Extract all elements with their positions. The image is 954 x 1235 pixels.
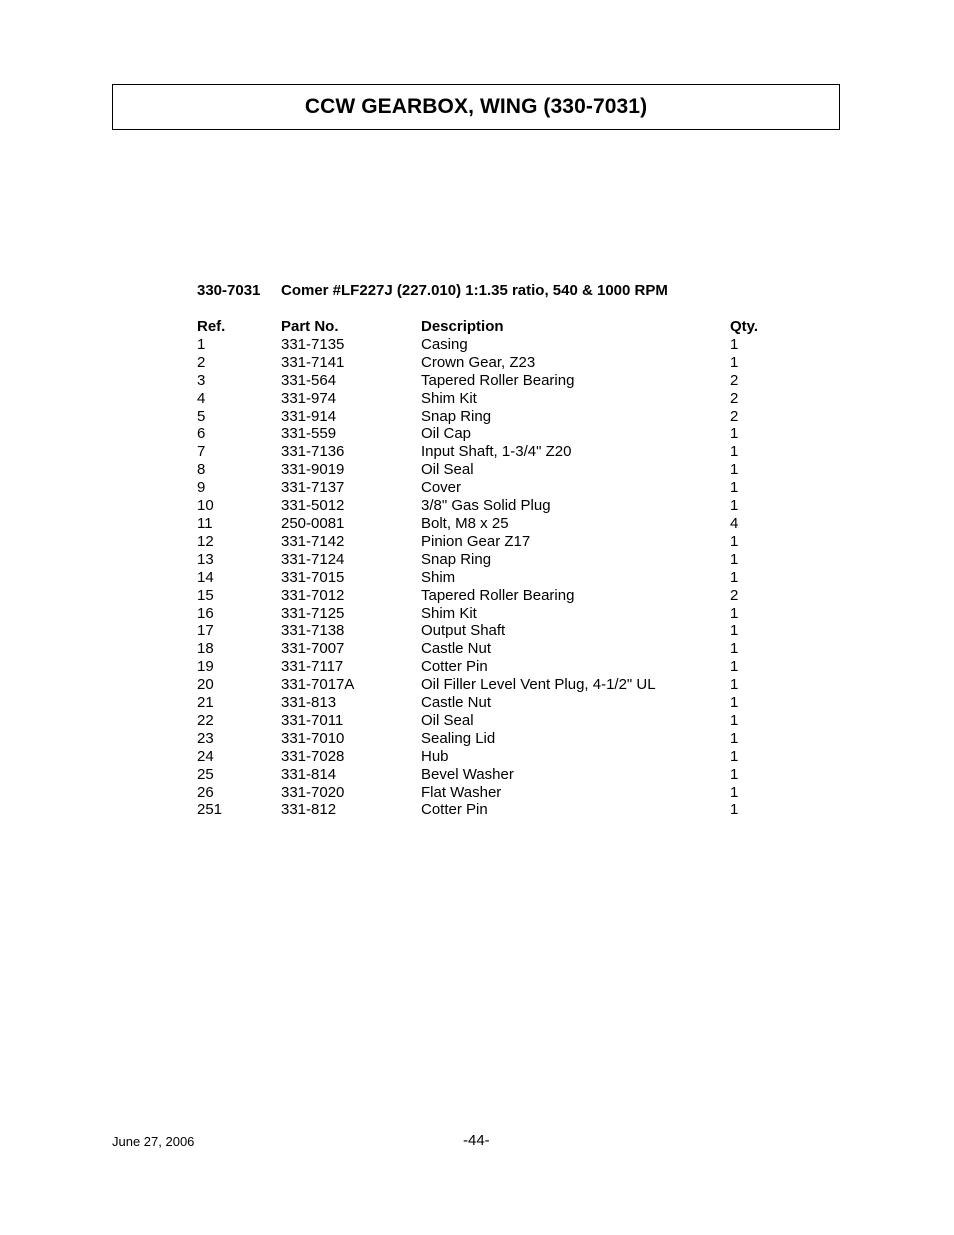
table-row bbox=[197, 587, 770, 605]
table-row bbox=[197, 605, 770, 623]
cell-qty: 1 bbox=[730, 783, 739, 801]
cell-ref: 5 bbox=[197, 407, 206, 425]
footer-date: June 27, 2006 bbox=[112, 1134, 195, 1149]
cell-part-no: 331-7142 bbox=[281, 532, 345, 550]
cell-description: Bolt, M8 x 25 bbox=[421, 514, 509, 532]
model-line bbox=[197, 282, 668, 299]
cell-ref: 8 bbox=[197, 461, 206, 479]
cell-part-no: 331-7028 bbox=[281, 747, 345, 765]
table-row bbox=[197, 658, 770, 676]
cell-ref: 24 bbox=[197, 747, 214, 765]
cell-ref: 25 bbox=[197, 765, 214, 783]
cell-part-no: 331-7010 bbox=[281, 729, 345, 747]
cell-description: Cover bbox=[421, 479, 462, 497]
cell-part-no: 331-5012 bbox=[281, 497, 345, 515]
cell-qty: 1 bbox=[730, 676, 739, 694]
cell-description: Casing bbox=[421, 335, 468, 353]
table-row bbox=[197, 730, 770, 748]
table-row bbox=[197, 497, 770, 515]
table-row bbox=[197, 372, 770, 390]
cell-qty: 1 bbox=[730, 640, 739, 658]
cell-part-no: 331-7012 bbox=[281, 586, 345, 604]
column-header-qty: Qty. bbox=[730, 318, 759, 335]
cell-part-no: 331-7136 bbox=[281, 443, 345, 461]
cell-qty: 1 bbox=[730, 801, 739, 819]
cell-part-no: 331-7011 bbox=[281, 711, 344, 729]
cell-part-no: 331-814 bbox=[281, 765, 337, 783]
cell-part-no: 331-7141 bbox=[281, 353, 345, 371]
cell-description: Hub bbox=[421, 747, 449, 765]
table-row bbox=[197, 461, 770, 479]
cell-ref: 13 bbox=[197, 550, 214, 568]
model-number: 330-7031 bbox=[197, 282, 261, 299]
cell-part-no: 331-7125 bbox=[281, 604, 345, 622]
cell-description: Bevel Washer bbox=[421, 765, 514, 783]
cell-ref: 7 bbox=[197, 443, 206, 461]
cell-part-no: 331-7017A bbox=[281, 676, 355, 694]
cell-qty: 1 bbox=[730, 729, 739, 747]
cell-part-no: 331-7020 bbox=[281, 783, 345, 801]
cell-part-no: 331-914 bbox=[281, 407, 337, 425]
cell-qty: 1 bbox=[730, 765, 739, 783]
cell-description: Snap Ring bbox=[421, 407, 492, 425]
table-row bbox=[197, 676, 770, 694]
cell-qty: 1 bbox=[730, 532, 739, 550]
table-row bbox=[197, 408, 770, 426]
cell-ref: 23 bbox=[197, 729, 214, 747]
cell-description: Output Shaft bbox=[421, 622, 506, 640]
cell-qty: 1 bbox=[730, 747, 739, 765]
table-row bbox=[197, 694, 770, 712]
cell-ref: 19 bbox=[197, 658, 214, 676]
cell-qty: 4 bbox=[730, 514, 739, 532]
cell-qty: 1 bbox=[730, 550, 739, 568]
cell-qty: 1 bbox=[730, 425, 739, 443]
table-header-row bbox=[197, 318, 770, 336]
cell-part-no: 331-7015 bbox=[281, 568, 345, 586]
cell-ref: 17 bbox=[197, 622, 214, 640]
table-row bbox=[197, 551, 770, 569]
cell-qty: 1 bbox=[730, 694, 739, 712]
cell-ref: 16 bbox=[197, 604, 214, 622]
cell-part-no: 250-0081 bbox=[281, 514, 345, 532]
cell-part-no: 331-564 bbox=[281, 371, 337, 389]
cell-part-no: 331-7007 bbox=[281, 640, 345, 658]
title-box bbox=[112, 84, 840, 130]
table-row bbox=[197, 766, 770, 784]
cell-qty: 1 bbox=[730, 479, 739, 497]
cell-ref: 10 bbox=[197, 497, 214, 515]
cell-description: Oil Seal bbox=[421, 461, 474, 479]
cell-ref: 12 bbox=[197, 532, 214, 550]
model-description: Comer #LF227J (227.010) 1:1.35 ratio, 540 & 1000 RPM bbox=[281, 282, 668, 299]
cell-description: Oil Filler Level Vent Plug, 4-1/2" UL bbox=[421, 676, 656, 694]
cell-description: Castle Nut bbox=[421, 694, 492, 712]
table-row bbox=[197, 784, 770, 802]
cell-description: Tapered Roller Bearing bbox=[421, 586, 575, 604]
parts-table bbox=[197, 318, 770, 819]
cell-ref: 3 bbox=[197, 371, 206, 389]
cell-ref: 18 bbox=[197, 640, 214, 658]
cell-description: Shim bbox=[421, 568, 456, 586]
table-row bbox=[197, 533, 770, 551]
cell-part-no: 331-9019 bbox=[281, 461, 345, 479]
column-header-part-no: Part No. bbox=[281, 318, 339, 335]
cell-ref: 20 bbox=[197, 676, 214, 694]
cell-qty: 1 bbox=[730, 604, 739, 622]
table-row bbox=[197, 425, 770, 443]
cell-part-no: 331-813 bbox=[281, 694, 337, 712]
cell-description: Crown Gear, Z23 bbox=[421, 353, 536, 371]
cell-part-no: 331-812 bbox=[281, 801, 337, 819]
cell-part-no: 331-559 bbox=[281, 425, 337, 443]
table-row bbox=[197, 569, 770, 587]
cell-qty: 1 bbox=[730, 622, 739, 640]
table-row bbox=[197, 390, 770, 408]
page-number: -44- bbox=[463, 1132, 490, 1149]
cell-description: Snap Ring bbox=[421, 550, 492, 568]
cell-qty: 1 bbox=[730, 711, 739, 729]
cell-part-no: 331-7137 bbox=[281, 479, 345, 497]
cell-ref: 9 bbox=[197, 479, 206, 497]
page-title: CCW GEARBOX, WING (330-7031) bbox=[304, 95, 648, 118]
cell-ref: 22 bbox=[197, 711, 214, 729]
cell-description: Cotter Pin bbox=[421, 801, 488, 819]
cell-ref: 11 bbox=[197, 514, 213, 532]
cell-description: Shim Kit bbox=[421, 389, 477, 407]
cell-qty: 1 bbox=[730, 658, 739, 676]
cell-part-no: 331-7135 bbox=[281, 335, 345, 353]
table-row bbox=[197, 640, 770, 658]
cell-ref: 2 bbox=[197, 353, 206, 371]
parts-table-body bbox=[197, 336, 770, 819]
cell-description: Oil Seal bbox=[421, 711, 474, 729]
cell-description: Castle Nut bbox=[421, 640, 492, 658]
cell-qty: 1 bbox=[730, 353, 739, 371]
cell-qty: 2 bbox=[730, 586, 739, 604]
cell-part-no: 331-974 bbox=[281, 389, 337, 407]
cell-ref: 14 bbox=[197, 568, 214, 586]
cell-description: Oil Cap bbox=[421, 425, 472, 443]
cell-ref: 6 bbox=[197, 425, 206, 443]
cell-qty: 2 bbox=[730, 389, 739, 407]
column-header-ref: Ref. bbox=[197, 318, 226, 335]
table-row bbox=[197, 336, 770, 354]
table-row bbox=[197, 801, 770, 819]
cell-qty: 1 bbox=[730, 568, 739, 586]
column-header-description: Description bbox=[421, 318, 504, 335]
cell-description: 3/8" Gas Solid Plug bbox=[421, 497, 551, 515]
cell-part-no: 331-7138 bbox=[281, 622, 345, 640]
cell-part-no: 331-7117 bbox=[281, 658, 344, 676]
cell-ref: 1 bbox=[197, 335, 206, 353]
table-row bbox=[197, 443, 770, 461]
table-row bbox=[197, 712, 770, 730]
cell-qty: 1 bbox=[730, 497, 739, 515]
table-row bbox=[197, 354, 770, 372]
cell-description: Sealing Lid bbox=[421, 729, 496, 747]
cell-description: Input Shaft, 1-3/4" Z20 bbox=[421, 443, 572, 461]
cell-description: Pinion Gear Z17 bbox=[421, 532, 531, 550]
cell-qty: 1 bbox=[730, 443, 739, 461]
cell-ref: 21 bbox=[197, 694, 214, 712]
cell-description: Tapered Roller Bearing bbox=[421, 371, 575, 389]
cell-ref: 251 bbox=[197, 801, 223, 819]
cell-description: Shim Kit bbox=[421, 604, 477, 622]
cell-qty: 1 bbox=[730, 335, 739, 353]
cell-qty: 2 bbox=[730, 407, 739, 425]
cell-description: Flat Washer bbox=[421, 783, 502, 801]
cell-description: Cotter Pin bbox=[421, 658, 488, 676]
cell-ref: 15 bbox=[197, 586, 214, 604]
cell-qty: 2 bbox=[730, 371, 739, 389]
table-row bbox=[197, 622, 770, 640]
table-row bbox=[197, 748, 770, 766]
cell-part-no: 331-7124 bbox=[281, 550, 345, 568]
cell-ref: 4 bbox=[197, 389, 206, 407]
table-row bbox=[197, 515, 770, 533]
table-row bbox=[197, 479, 770, 497]
cell-qty: 1 bbox=[730, 461, 739, 479]
cell-ref: 26 bbox=[197, 783, 214, 801]
